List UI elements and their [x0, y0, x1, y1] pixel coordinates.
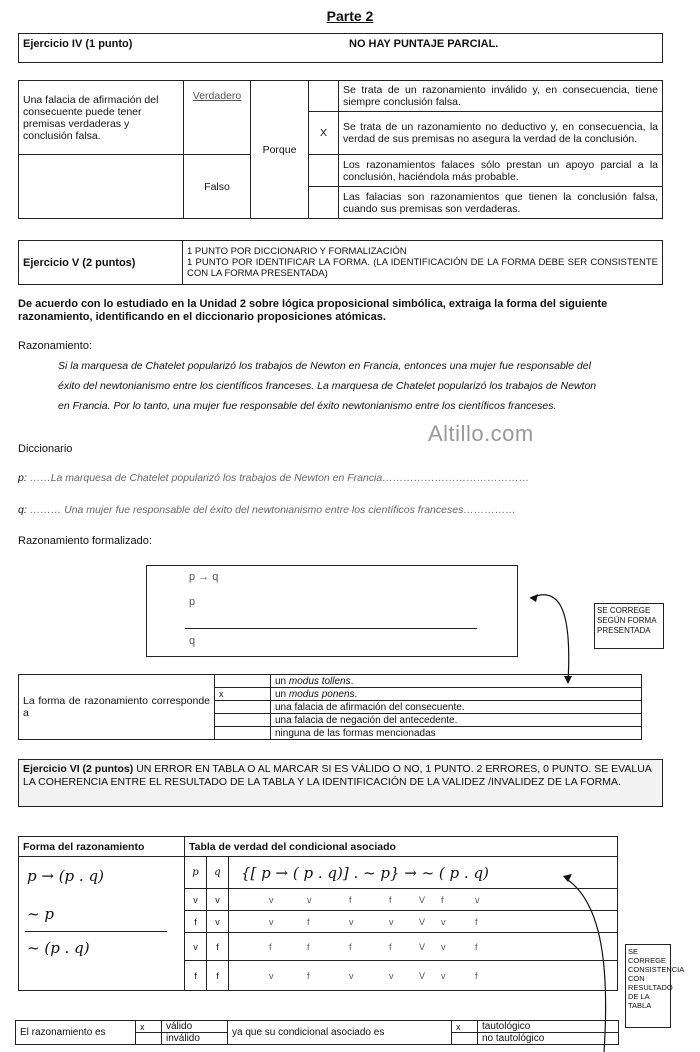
forma-opt-4: una falacia de negación del antecedente. — [271, 714, 642, 727]
dict-q — [18, 504, 516, 516]
ej4-note: NO HAY PUNTAJE PARCIAL. — [349, 38, 499, 50]
ej4-statement-cont — [19, 155, 184, 187]
ej4-header — [18, 33, 663, 63]
cell-q: f — [207, 961, 229, 991]
forma-label: La forma de razonamiento corresponde a — [19, 675, 215, 740]
conclusion-line — [185, 628, 477, 629]
dict-q-value: ……… Una mujer fue responsable del éxito del newtonianismo entre los científicos franceses…………… — [29, 504, 516, 516]
forma-opt-5: ninguna de las formas mencionadas — [271, 727, 642, 740]
forma-check-1[interactable] — [215, 675, 271, 688]
cell-p: f — [185, 961, 207, 991]
option-falso[interactable]: Falso — [184, 155, 251, 219]
razonamiento-text: Si la marquesa de Chatelet popularizó los trabajos de Newton en Francia, entonces una mujer fue responsable del éxito del newtonianismo entre los científicos franceses. La marquesa de Chatelet popularizó los trabajos de Newton en Francia. Por lo tanto, una mujer fue responsable del éxito newtonianismo entre los científicos franceses. — [58, 360, 597, 412]
row-values: v f v v V v f — [229, 911, 618, 933]
premise-formula-1: p → (p . q) — [27, 867, 104, 885]
razonamiento-label: Razonamiento: — [18, 340, 92, 352]
reason-1: Se trata de un razonamiento inválido y, en consecuencia, tiene siempre conclusión falsa. — [339, 81, 663, 112]
formalization-box — [146, 565, 518, 657]
option-verdadero-cont — [184, 112, 251, 155]
page-title: Parte 2 — [326, 8, 374, 24]
ej5-title: Ejercicio V (2 puntos) — [19, 241, 183, 285]
note-tabla: SE CORREGE CONSISTENCIA CON RESULTADO DE LA TABLA — [625, 944, 671, 1028]
cell-q: f — [207, 933, 229, 961]
ej4-title: Ejercicio IV (1 punto) — [23, 38, 133, 50]
row-values: v f v v V v f — [229, 961, 618, 991]
cell-p: f — [185, 911, 207, 933]
cell-q: v — [207, 911, 229, 933]
formalizado-label: Razonamiento formalizado: — [18, 535, 152, 547]
dict-p — [18, 472, 529, 484]
dict-q-key: q: — [18, 504, 27, 516]
final-table — [15, 1020, 619, 1045]
check-invalido[interactable] — [136, 1033, 162, 1045]
conclusion-formula: ~ (p . q) — [27, 939, 90, 957]
dict-p-key: p: — [18, 472, 27, 484]
forma-opt-1: un modus tollens. — [271, 675, 642, 688]
row-values: f f f f V v f — [229, 933, 618, 961]
ej4-table — [18, 80, 663, 219]
ej4-statement: Una falacia de afirmación del consecuente puede tener premisas verdaderas y conclusión falsa. — [19, 81, 184, 155]
opt-invalido: inválido — [162, 1033, 228, 1045]
opt-tauto: tautológico — [478, 1021, 619, 1033]
conclusion: q — [189, 635, 196, 647]
porque-label: Porque — [251, 81, 309, 219]
reason-check-2[interactable]: X — [309, 112, 339, 155]
check-no-tauto[interactable] — [452, 1033, 478, 1045]
opt-valido: válido — [162, 1021, 228, 1033]
ej6-header — [18, 759, 663, 807]
check-valido[interactable]: x — [136, 1021, 162, 1033]
reason-check-1[interactable] — [309, 81, 339, 112]
forma-opt-3: una falacia de afirmación del consecuente. — [271, 701, 642, 714]
watermark-logo: Altillo.com — [428, 421, 534, 446]
opt-no-tauto: no tautológico — [478, 1033, 619, 1045]
head-q: q — [207, 857, 229, 889]
head-p: p — [185, 857, 207, 889]
dict-p-value: ……La marquesa de Chatelet popularizó los trabajos de Newton en Francia…………………………………… — [29, 472, 530, 484]
premise-2: p — [189, 596, 196, 608]
conclusion-rule — [25, 931, 167, 932]
ej6-title: Ejercicio VI (2 puntos) — [23, 763, 134, 775]
col-forma: Forma del razonamiento — [19, 837, 185, 857]
ej5-instruction: De acuerdo con lo estudiado en la Unidad 2 sobre lógica proposicional simbólica, extraiga la forma del siguiente razonamiento, identificando en el diccionario proposiciones atómicas. — [18, 298, 608, 323]
check-tauto[interactable]: x — [452, 1021, 478, 1033]
forma-cell — [19, 857, 185, 991]
cell-p: v — [185, 933, 207, 961]
reason-check-3[interactable] — [309, 155, 339, 187]
diccionario-label: Diccionario — [18, 443, 73, 455]
reason-3: Los razonamientos falaces sólo prestan un apoyo parcial a la conclusión, haciéndola más probable. — [339, 155, 663, 187]
forma-table — [18, 674, 642, 740]
row-values: v v f f V f v — [229, 889, 618, 911]
ej6-criteria: UN ERROR EN TABLA O AL MARCAR SI ES VÁLIDO O NO, 1 PUNTO. 2 ERRORES, 0 PUNTO. SE EVALUA LA COHERENCIA ENTRE EL RESULTADO DE LA TABLA Y LA IDENTIFICACIÓN DE LA VALIDEZ /INVALIDEZ DE LA FORMA. — [23, 763, 652, 788]
reason-check-4[interactable] — [309, 187, 339, 219]
ej4-statement-end — [19, 187, 184, 219]
premise-formula-2: ~ p — [27, 905, 54, 923]
ej5-criterion-1: 1 PUNTO POR DICCIONARIO Y FORMALIZACIÓN — [187, 246, 407, 257]
premise-1: p → q — [189, 571, 219, 583]
forma-check-4[interactable] — [215, 714, 271, 727]
option-verdadero[interactable]: Verdadero — [184, 81, 251, 112]
cell-p: v — [185, 889, 207, 911]
reason-4: Las falacias son razonamientos que tienen la conclusión falsa, cuando sus premisas son verdaderas. — [339, 187, 663, 219]
truth-table — [18, 836, 618, 991]
forma-opt-2: un modus ponens. — [271, 688, 642, 701]
cell-q: v — [207, 889, 229, 911]
forma-check-5[interactable] — [215, 727, 271, 740]
ej5-criteria — [183, 241, 663, 285]
formula-header: {[ p → ( p . q)] . ~ p} → ~ ( p . q) — [229, 857, 618, 889]
note-forma: SE CORREGE SEGÚN FORMA PRESENTADA — [594, 603, 664, 649]
ej5-criterion-2: 1 PUNTO POR IDENTIFICAR LA FORMA. (LA IDENTIFICACIÓN DE LA FORMA DEBE SER CONSISTENTE CON LA FORMA PRESENTADA) — [187, 257, 658, 279]
forma-check-2[interactable]: x — [215, 688, 271, 701]
col-tabla: Tabla de verdad del condicional asociado — [185, 837, 618, 857]
final-porque: ya que su condicional asociado es — [228, 1021, 452, 1045]
forma-check-3[interactable] — [215, 701, 271, 714]
final-label: El razonamiento es — [16, 1021, 136, 1045]
reason-2: Se trata de un razonamiento no deductivo y, en consecuencia, la verdad de sus premisas no asegura la verdad de la conclusión. — [339, 112, 663, 155]
ej5-header — [18, 240, 663, 285]
